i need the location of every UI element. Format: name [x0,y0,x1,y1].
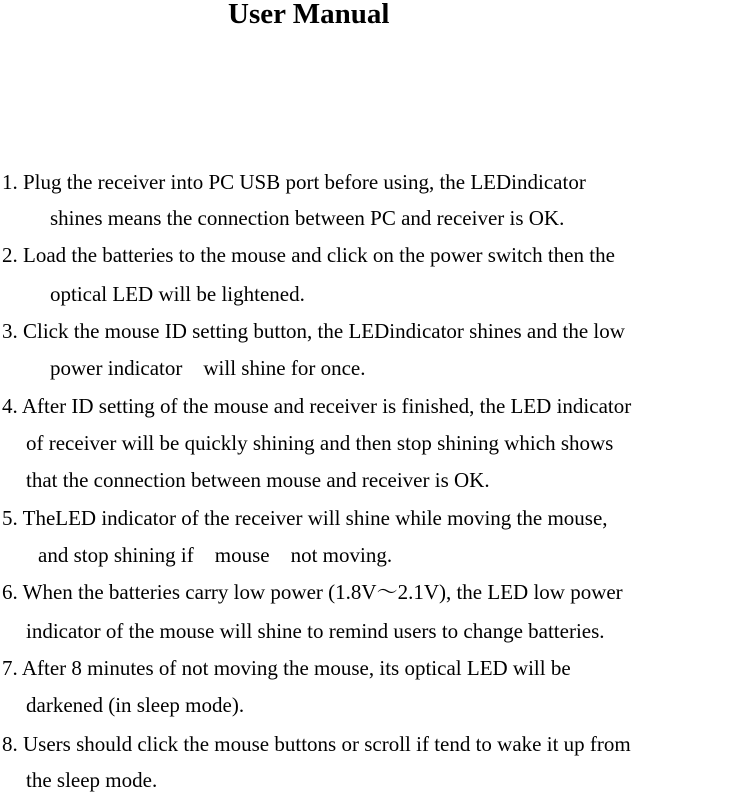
instruction-line: shines means the connection between PC and receiver is OK. [50,206,565,230]
instruction-line: optical LED will be lightened. [50,282,305,306]
instruction-line: darkened (in sleep mode). [26,693,245,717]
instruction-line: of receiver will be quickly shining and then stop shining which shows [26,431,614,455]
instruction-line: and stop shining if mouse not moving. [38,543,393,567]
instruction-line: 2. Load the batteries to the mouse and click on the power switch then the [2,243,615,267]
instruction-line: 4. After ID setting of the mouse and receiver is finished, the LED indicator [2,394,632,418]
instruction-line: the sleep mode. [26,768,158,792]
instruction-line: 8. Users should click the mouse buttons or scroll if tend to wake it up from [2,732,631,756]
instruction-line: 3. Click the mouse ID setting button, the LEDindicator shines and the low [2,319,625,343]
instruction-line: indicator of the mouse will shine to remind users to change batteries. [26,619,605,643]
page-title: User Manual [228,0,390,30]
instruction-line: power indicator will shine for once. [50,356,366,380]
instruction-line: that the connection between mouse and receiver is OK. [26,468,490,492]
instruction-line: 7. After 8 minutes of not moving the mouse, its optical LED will be [2,656,571,680]
instruction-line: 6. When the batteries carry low power (1.8V～2.1V), the LED low power [2,580,623,604]
instruction-line: 1. Plug the receiver into PC USB port before using, the LEDindicator [2,170,586,194]
instruction-line: 5. TheLED indicator of the receiver will shine while moving the mouse, [2,506,608,530]
